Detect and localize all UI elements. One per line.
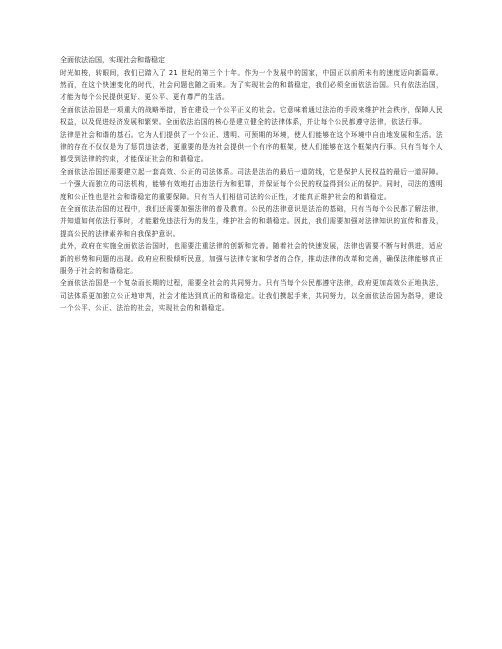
paragraph: 此外，政府在实施全面依法治国时，也需要注重法律的创新和完善。随着社会的快速发展，法律也需要不断与时俱进，适应新的形势和问题的出现。政府应积极倾听民意，加强与法律专家和学者的合作，推动法律的改革和完善，确保法律能够真正服务于社会的和谐稳定。 bbox=[60, 242, 443, 275]
paragraph: 时光如梭，转眼间，我们已踏入了 21 世纪的第三个十年。作为一个发展中的国家，中国正以前所未有的速度迈向新篇章。然而，在这个快速变化的时代，社会问题也随之而来。为了实现社会的和谐稳定，我们必须全面依法治国。只有依法治国，才能为每个公民提供更好、更公平、更有尊严的生活。 bbox=[60, 69, 443, 102]
paragraph: 在全面依法治国的过程中，我们还需要加强法律的普及教育。公民的法律意识是法治的基础，只有当每个公民都了解法律，并知道如何依法行事时，才能避免违法行为的发生，维护社会的和谐稳定。因此，我们需要加强对法律知识的宣传和普及，提高公民的法律素养和自我保护意识。 bbox=[60, 205, 443, 238]
paragraph: 全面依法治国是一项重大的战略举措，旨在建设一个公平正义的社会。它意味着通过法治的手段来维护社会秩序，保障人民权益，以及促进经济发展和繁荣。全面依法治国的核心是建立健全的法律体系，并让每个公民都遵守法律，依法行事。 bbox=[60, 106, 443, 127]
document-body bbox=[60, 54, 443, 315]
paragraph: 法律是社会和谐的基石。它为人们提供了一个公正、透明、可预期的环境，使人们能够在这个环境中自由地发展和生活。法律的存在不仅仅是为了惩罚违法者，更重要的是为社会提供一个有序的框架，使人们能够在这个框架内行事。只有当每个人都受到法律的约束，才能保证社会的和谐稳定。 bbox=[60, 131, 443, 164]
paragraph: 全面依法治国还需要建立起一套高效、公正的司法体系。司法是法治的最后一道防线，它是保护人民权益的最后一道屏障。一个强大而独立的司法机构，能够有效地打击违法行为和犯罪，并保证每个公民的权益得到公正的保护。同时，司法的透明度和公正性也是社会和谐稳定的重要保障。只有当人们相信司法的公正性，才能真正维护社会的和谐稳定。 bbox=[60, 168, 443, 201]
document-title: 全面依法治国，实现社会和谐稳定 bbox=[60, 56, 165, 64]
paragraph: 全面依法治国是一个复杂而长期的过程，需要全社会的共同努力。只有当每个公民都遵守法律，政府更加高效公正地执法，司法体系更加独立公正地审判，社会才能达到真正的和谐稳定。让我们携起手来，共同努力，以全面依法治国为指导，建设一个公平、公正、法治的社会，实现社会的和谐稳定。 bbox=[60, 279, 443, 312]
